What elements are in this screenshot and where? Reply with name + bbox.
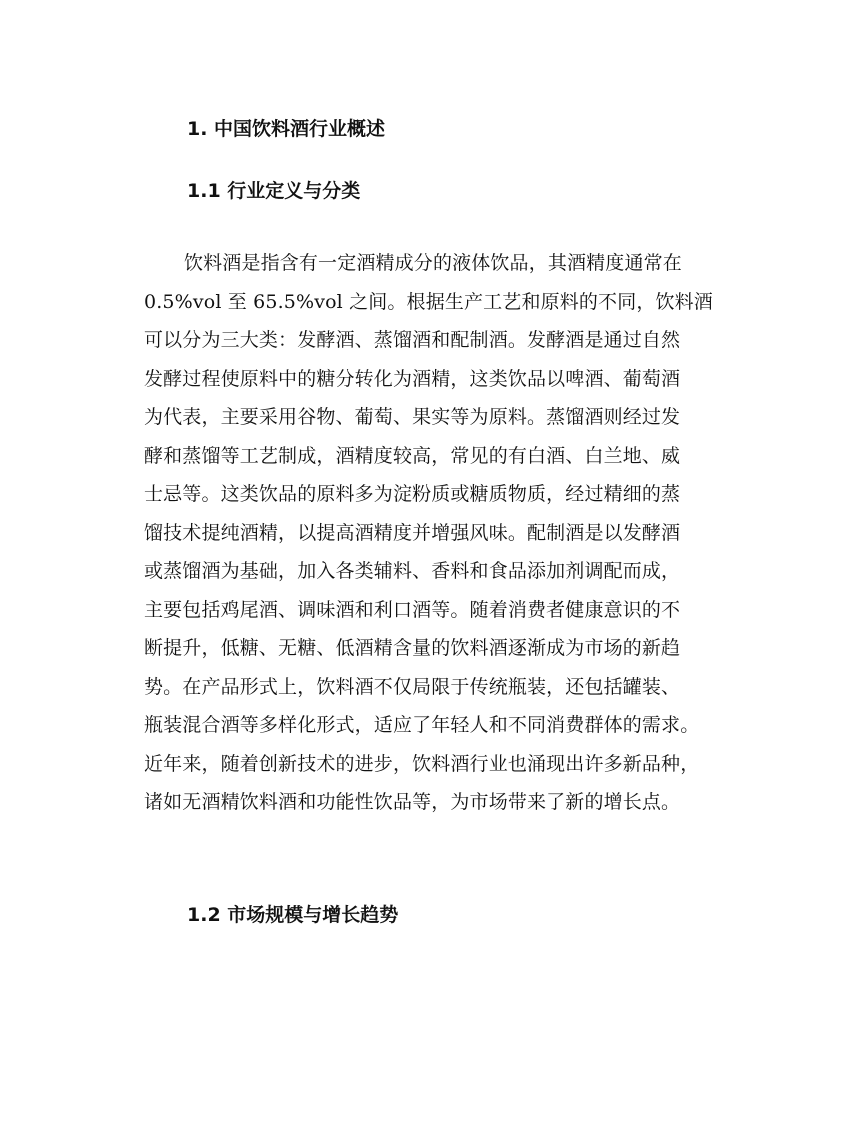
paragraph-line: 或蒸馏酒为基础，加入各类辅料、香料和食品添加剂调配而成， bbox=[144, 560, 681, 582]
section-heading-industry-definition: 1.1 行业定义与分类 bbox=[187, 180, 361, 202]
paragraph-line: 势。在产品形式上，饮料酒不仅局限于传统瓶装，还包括罐装、 bbox=[144, 675, 681, 698]
section-heading-market-size: 1.2 市场规模与增长趋势 bbox=[187, 904, 399, 926]
paragraph-line: 饮料酒是指含有一定酒精成分的液体饮品，其酒精度通常在 bbox=[184, 252, 682, 274]
paragraph-line: 发酵过程使原料中的糖分转化为酒精，这类饮品以啤酒、葡萄酒 bbox=[144, 367, 681, 390]
chapter-heading: 1. 中国饮料酒行业概述 bbox=[187, 118, 386, 140]
paragraph-line: 近年来，随着创新技术的进步，饮料酒行业也涌现出许多新品种， bbox=[144, 752, 700, 775]
paragraph-line: 为代表，主要采用谷物、葡萄、果实等为原料。蒸馏酒则经过发 bbox=[144, 406, 681, 428]
paragraph-line: 瓶装混合酒等多样化形式，适应了年轻人和不同消费群体的需求。 bbox=[144, 714, 700, 736]
paragraph-line: 断提升，低糖、无糖、低酒精含量的饮料酒逐渐成为市场的新趋 bbox=[144, 637, 681, 659]
paragraph-line: 酵和蒸馏等工艺制成，酒精度较高，常见的有白酒、白兰地、威 bbox=[144, 444, 681, 467]
paragraph-line: 诸如无酒精饮料酒和功能性饮品等，为市场带来了新的增长点。 bbox=[144, 791, 681, 813]
paragraph-line: 士忌等。这类饮品的原料多为淀粉质或糖质物质，经过精细的蒸 bbox=[144, 483, 681, 505]
paragraph-line: 可以分为三大类：发酵酒、蒸馏酒和配制酒。发酵酒是通过自然 bbox=[144, 329, 681, 351]
paragraph-line: 0.5%vol 至 65.5%vol 之间。根据生产工艺和原料的不同，饮料酒 bbox=[144, 290, 713, 313]
body-paragraph bbox=[144, 244, 724, 822]
paragraph-line: 馏技术提纯酒精，以提高酒精度并增强风味。配制酒是以发酵酒 bbox=[144, 521, 681, 544]
paragraph-line: 主要包括鸡尾酒、调味酒和利口酒等。随着消费者健康意识的不 bbox=[144, 598, 681, 621]
